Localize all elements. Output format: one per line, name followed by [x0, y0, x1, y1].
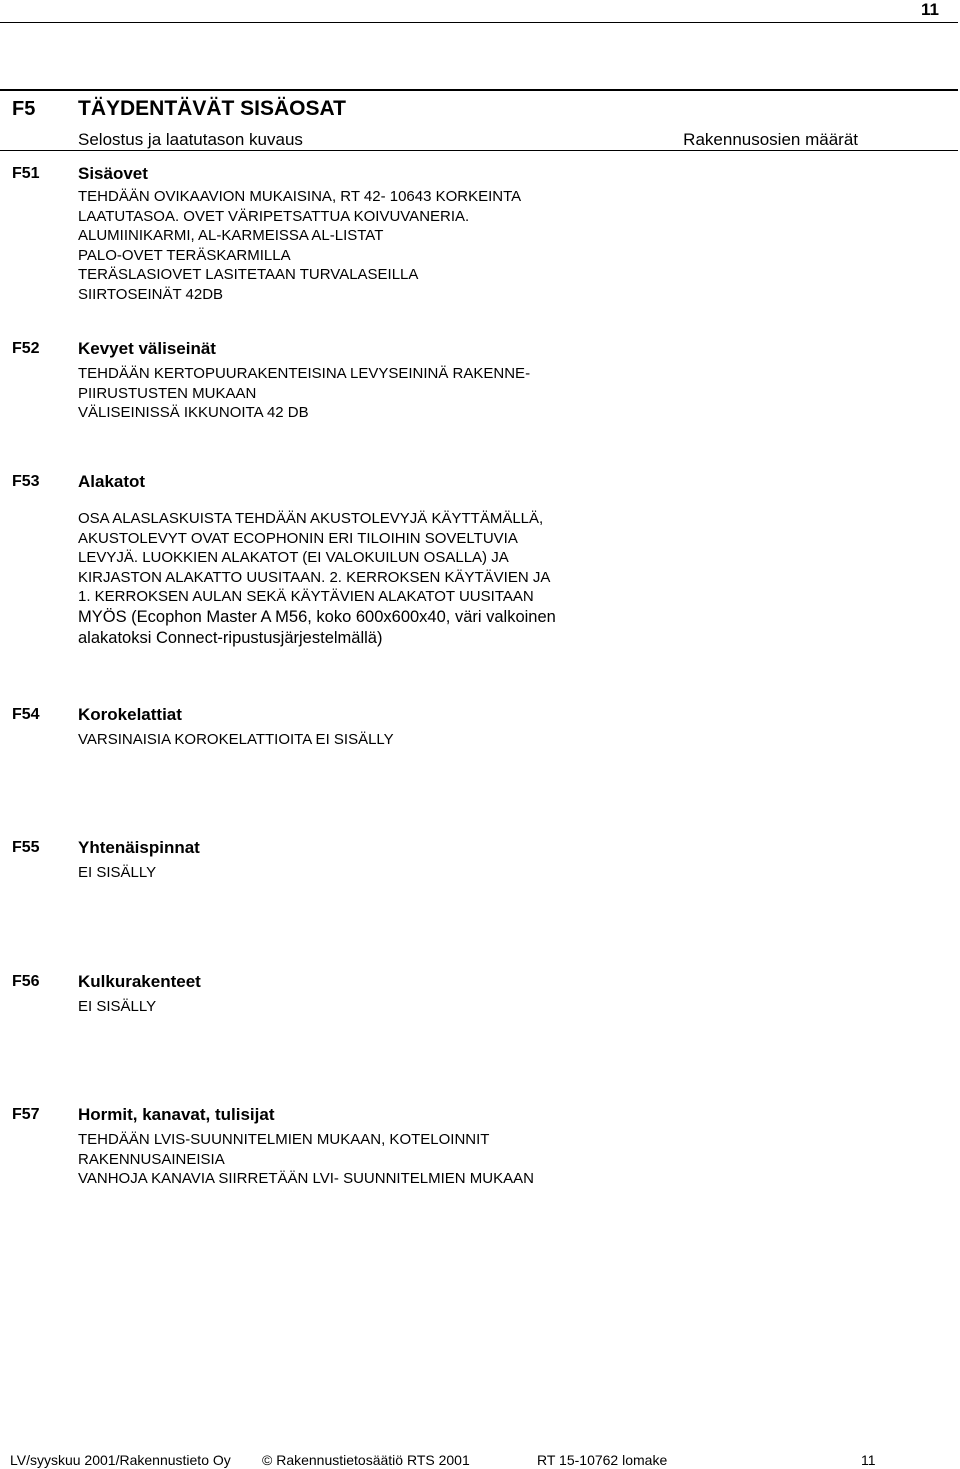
- section-line: VÄLISEINISSÄ IKKUNOITA 42 DB: [78, 404, 309, 422]
- header-code: F5: [12, 98, 36, 120]
- section-line: SIIRTOSEINÄT 42DB: [78, 285, 224, 303]
- footer-page-number: 11: [861, 1452, 876, 1468]
- section-title: Kulkurakenteet: [78, 972, 201, 991]
- section-title: Kevyet väliseinät: [78, 339, 216, 358]
- section-line: PIIRUSTUSTEN MUKAAN: [78, 384, 257, 402]
- section-code: F55: [12, 839, 40, 856]
- section-title: Yhtenäispinnat: [78, 838, 200, 857]
- section-code: F54: [12, 706, 40, 723]
- header-subtitle: Selostus ja laatutason kuvaus: [78, 130, 303, 149]
- section-title: Hormit, kanavat, tulisijat: [78, 1105, 275, 1124]
- page-number: 11: [921, 0, 939, 19]
- footer-copyright: © Rakennustietosäätiö RTS 2001: [262, 1452, 470, 1468]
- section-code: F51: [12, 165, 40, 182]
- section-line: TERÄSLASIOVET LASITETAAN TURVALASEILLA: [78, 266, 419, 284]
- section-line: PALO-OVET TERÄSKARMILLA: [78, 246, 291, 264]
- section-line: TEHDÄÄN KERTOPUURAKENTEISINA LEVYSEININÄ RAKENNE-: [78, 365, 531, 382]
- page-title: TÄYDENTÄVÄT SISÄOSAT: [78, 97, 346, 120]
- section-line: KIRJASTON ALAKATTO UUSITAAN. 2. KERROKSEN KÄYTÄVIEN JA: [78, 568, 551, 586]
- subheader-rule: [0, 150, 958, 151]
- section-code: F57: [12, 1106, 40, 1123]
- footer-source: LV/syyskuu 2001/Rakennustieto Oy: [10, 1452, 231, 1468]
- section-line: MYÖS (Ecophon Master A M56, koko 600x600x40, väri valkoinen: [78, 607, 556, 626]
- section-line: EI SISÄLLY: [78, 864, 157, 881]
- section-line: 1. KERROKSEN AULAN SEKÄ KÄYTÄVIEN ALAKATOT UUSITAAN: [78, 588, 534, 606]
- header-rule: [0, 89, 958, 91]
- section-line: VANHOJA KANAVIA SIIRRETÄÄN LVI- SUUNNITELMIEN MUKAAN: [78, 1170, 534, 1188]
- footer-form-code: RT 15-10762 lomake: [537, 1452, 668, 1468]
- section-line: TEHDÄÄN OVIKAAVION MUKAISINA, RT 42- 10643 KORKEINTA: [78, 188, 522, 205]
- section-line: OSA ALASLASKUISTA TEHDÄÄN AKUSTOLEVYJÄ KÄYTTÄMÄLLÄ,: [78, 510, 544, 527]
- section-line: alakatoksi Connect-ripustusjärjestelmällä): [78, 629, 383, 648]
- section-line: RAKENNUSAINEISIA: [78, 1150, 225, 1168]
- header-right-label: Rakennusosien määrät: [683, 130, 858, 149]
- section-code: F53: [12, 473, 40, 490]
- section-title: Korokelattiat: [78, 705, 182, 724]
- section-line: LEVYJÄ. LUOKKIEN ALAKATOT (EI VALOKUILUN OSALLA) JA: [78, 549, 509, 567]
- section-line: VARSINAISIA KOROKELATTIOITA EI SISÄLLY: [78, 731, 394, 748]
- section-line: ALUMIINIKARMI, AL-KARMEISSA AL-LISTAT: [78, 227, 384, 245]
- section-title: Sisäovet: [78, 164, 148, 183]
- section-line: AKUSTOLEVYT OVAT ECOPHONIN ERI TILOIHIN SOVELTUVIA: [78, 529, 518, 547]
- section-code: F56: [12, 973, 40, 990]
- section-code: F52: [12, 340, 40, 357]
- top-rule: [0, 22, 958, 23]
- section-line: LAATUTASOA. OVET VÄRIPETSATTUA KOIVUVANERIA.: [78, 207, 470, 225]
- section-line: TEHDÄÄN LVIS-SUUNNITELMIEN MUKAAN, KOTELOINNIT: [78, 1131, 490, 1148]
- section-title: Alakatot: [78, 472, 146, 491]
- section-line: EI SISÄLLY: [78, 998, 157, 1015]
